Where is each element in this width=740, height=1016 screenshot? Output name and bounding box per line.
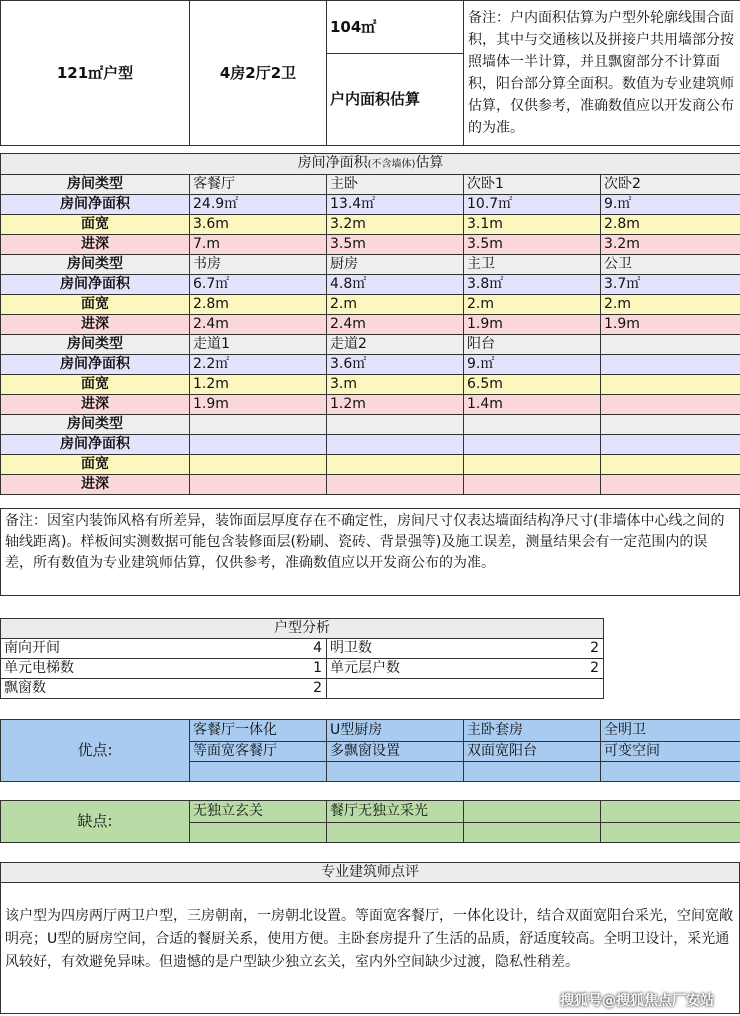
room-width-cell: 2.m <box>601 295 740 315</box>
room-width-cell: 6.5m <box>464 375 601 395</box>
room-depth-cell: 2.4m <box>190 315 327 335</box>
cons-item: 餐厅无独立采光 <box>327 801 464 823</box>
room-type-cell: 走道1 <box>190 335 327 355</box>
analysis-cell <box>1 679 327 699</box>
room-depth-cell: 3.5m <box>464 235 601 255</box>
review-table <box>0 862 740 883</box>
room-type-cell: 书房 <box>190 255 327 275</box>
table-row <box>1 295 740 315</box>
room-area-cell <box>464 435 601 455</box>
room-width-label: 面宽 <box>1 455 190 475</box>
pros-item: 主卧套房 <box>464 720 601 742</box>
header-table <box>0 0 740 146</box>
room-type-cell <box>601 335 740 355</box>
room-type-label: 房间类型 <box>1 175 190 195</box>
room-area-cell: 10.7㎡ <box>464 195 601 215</box>
table-row <box>1 355 740 375</box>
table-row <box>1 455 740 475</box>
unit-area: 121㎡户型 <box>1 1 190 146</box>
room-type-cell <box>601 415 740 435</box>
analysis-label: 明卫数 <box>330 640 372 656</box>
room-width-cell <box>601 375 740 395</box>
room-depth-cell <box>601 395 740 415</box>
pros-label: 优点: <box>1 720 190 782</box>
pros-item: 客餐厅一体化 <box>190 720 327 742</box>
room-width-cell <box>464 455 601 475</box>
room-depth-cell: 1.4m <box>464 395 601 415</box>
pros-item <box>601 762 740 782</box>
room-width-cell: 3.1m <box>464 215 601 235</box>
analysis-cell <box>327 659 604 679</box>
room-area-cell: 9.㎡ <box>464 355 601 375</box>
analysis-value: 4 <box>313 640 322 656</box>
room-width-label: 面宽 <box>1 295 190 315</box>
room-width-cell: 3.m <box>327 375 464 395</box>
room-area-cell: 9.㎡ <box>601 195 740 215</box>
analysis-value: 2 <box>313 680 322 696</box>
table-row <box>1 215 740 235</box>
room-type-label: 房间类型 <box>1 255 190 275</box>
analysis-cell <box>327 679 604 699</box>
room-type-cell: 阳台 <box>464 335 601 355</box>
room-width-label: 面宽 <box>1 215 190 235</box>
cons-label: 缺点: <box>1 801 190 843</box>
table-row <box>1 275 740 295</box>
cons-body <box>1 801 740 843</box>
table-row <box>1 679 604 699</box>
analysis-label: 飘窗数 <box>4 680 46 696</box>
cons-item <box>464 823 601 843</box>
pros-item: 双面宽阳台 <box>464 742 601 762</box>
table-row <box>1 335 740 355</box>
room-depth-cell: 1.9m <box>601 315 740 335</box>
cons-item <box>601 823 740 843</box>
cons-item <box>327 823 464 843</box>
room-area-table <box>0 153 740 495</box>
room-type-cell: 主卫 <box>464 255 601 275</box>
room-width-cell: 3.2m <box>327 215 464 235</box>
room-width-cell: 2.8m <box>190 295 327 315</box>
room-area-cell <box>601 435 740 455</box>
room-type-cell: 次卧2 <box>601 175 740 195</box>
cons-table <box>0 800 740 843</box>
table-row <box>1 475 740 495</box>
pros-table <box>0 719 740 782</box>
room-width-cell: 3.6m <box>190 215 327 235</box>
room-depth-cell: 7.m <box>190 235 327 255</box>
room-note: 备注：因室内装饰风格有所差异，装饰面层厚度存在不确定性，房间尺寸仅表达墙面结构净尺寸(非墙体中心线之间的轴线距离)。样板间实测数据可能包含装修面层(粉刷、瓷砖、背景强等)及施工误差，测量结果会有一定范围内的误差，所有数值为专业建筑师估算，仅供参考，准确数值应以开发商公布的为准。 <box>0 508 740 596</box>
analysis-label: 单元电梯数 <box>4 660 74 676</box>
room-area-cell <box>601 355 740 375</box>
pros-item: 多飘窗设置 <box>327 742 464 762</box>
analysis-value: 1 <box>313 660 322 676</box>
analysis-cell <box>327 639 604 659</box>
room-title-tail: 估算 <box>415 155 444 171</box>
room-type-cell: 走道2 <box>327 335 464 355</box>
room-depth-cell <box>601 475 740 495</box>
room-title-small: (不含墙体) <box>367 159 416 170</box>
unit-layout: 4房2厅2卫 <box>190 1 327 146</box>
watermark: 搜狐号@搜狐焦点厂安站 <box>560 993 714 1009</box>
room-depth-cell: 3.5m <box>327 235 464 255</box>
pros-item: 全明卫 <box>601 720 740 742</box>
table-row <box>1 720 740 742</box>
room-width-cell: 2.m <box>327 295 464 315</box>
pros-body <box>1 720 740 782</box>
pros-item <box>190 762 327 782</box>
cons-item <box>601 801 740 823</box>
review-title: 专业建筑师点评 <box>1 863 740 883</box>
table-row <box>1 435 740 455</box>
header-note: 备注：户内面积估算为户型外轮廓线围合面积，其中与交通核以及拼接户共用墙部分按照墙体一半计算，并且飘窗部分不计算面积，阳台部分算全面积。数值为专业建筑师估算，仅供参考，准确数值应以开发商公布的为准。 <box>464 1 740 146</box>
room-depth-cell <box>327 475 464 495</box>
room-width-label: 面宽 <box>1 375 190 395</box>
table-row <box>1 195 740 215</box>
pros-item <box>327 762 464 782</box>
table-row <box>1 395 740 415</box>
inner-area-value: 104㎡ <box>327 1 464 54</box>
room-area-label: 房间净面积 <box>1 355 190 375</box>
table-row <box>1 375 740 395</box>
room-type-cell <box>190 415 327 435</box>
cons-item <box>190 823 327 843</box>
cons-item: 无独立玄关 <box>190 801 327 823</box>
analysis-cell <box>1 659 327 679</box>
room-area-cell <box>327 435 464 455</box>
analysis-body <box>1 639 604 699</box>
room-depth-label: 进深 <box>1 235 190 255</box>
room-type-cell: 公卫 <box>601 255 740 275</box>
room-area-cell: 3.6㎡ <box>327 355 464 375</box>
room-type-cell <box>464 415 601 435</box>
room-depth-label: 进深 <box>1 475 190 495</box>
room-area-label: 房间净面积 <box>1 195 190 215</box>
room-area-cell: 24.9㎡ <box>190 195 327 215</box>
room-depth-cell: 1.9m <box>464 315 601 335</box>
room-table-body <box>1 175 740 495</box>
room-area-cell: 13.4㎡ <box>327 195 464 215</box>
room-width-cell <box>601 455 740 475</box>
room-type-label: 房间类型 <box>1 335 190 355</box>
room-area-label: 房间净面积 <box>1 275 190 295</box>
room-area-cell: 3.7㎡ <box>601 275 740 295</box>
room-area-cell: 3.8㎡ <box>464 275 601 295</box>
room-depth-cell: 2.4m <box>327 315 464 335</box>
table-row <box>1 639 604 659</box>
analysis-title: 户型分析 <box>1 619 604 639</box>
room-width-cell: 1.2m <box>190 375 327 395</box>
room-table-title <box>1 154 740 175</box>
room-depth-cell <box>464 475 601 495</box>
room-depth-cell <box>190 475 327 495</box>
room-type-cell: 厨房 <box>327 255 464 275</box>
room-depth-cell: 1.2m <box>327 395 464 415</box>
room-width-cell: 2.m <box>464 295 601 315</box>
pros-item: U型厨房 <box>327 720 464 742</box>
room-type-cell: 客餐厅 <box>190 175 327 195</box>
room-width-cell <box>190 455 327 475</box>
room-area-label: 房间净面积 <box>1 435 190 455</box>
table-row <box>1 175 740 195</box>
pros-item: 等面宽客餐厅 <box>190 742 327 762</box>
room-depth-label: 进深 <box>1 395 190 415</box>
cons-item <box>464 801 601 823</box>
room-area-cell: 6.7㎡ <box>190 275 327 295</box>
room-type-cell: 主卧 <box>327 175 464 195</box>
table-row <box>1 235 740 255</box>
pros-item <box>464 762 601 782</box>
table-row <box>1 801 740 823</box>
analysis-label: 单元层户数 <box>330 660 400 676</box>
room-area-cell <box>190 435 327 455</box>
pros-item: 可变空间 <box>601 742 740 762</box>
analysis-value: 2 <box>590 660 599 676</box>
table-row <box>1 255 740 275</box>
room-area-cell: 4.8㎡ <box>327 275 464 295</box>
room-width-cell <box>327 455 464 475</box>
room-depth-cell: 3.2m <box>601 235 740 255</box>
table-row <box>1 415 740 435</box>
analysis-cell <box>1 639 327 659</box>
room-type-label: 房间类型 <box>1 415 190 435</box>
inner-area-label: 户内面积估算 <box>327 54 464 146</box>
analysis-label: 南向开间 <box>4 640 60 656</box>
room-area-cell: 2.2㎡ <box>190 355 327 375</box>
room-width-cell: 2.8m <box>601 215 740 235</box>
table-row <box>1 659 604 679</box>
room-depth-label: 进深 <box>1 315 190 335</box>
table-row <box>1 315 740 335</box>
room-type-cell <box>327 415 464 435</box>
review-text: 该户型为四房两厅两卫户型，三房朝南，一房朝北设置。等面宽客餐厅，一体化设计，结合双面宽阳台采光，空间宽敞明亮；U型的厨房空间，合适的餐厨关系，使用方便。主卧套房提升了生活的品质，舒适度较高。全明卫设计，采光通风较好，有效避免异味。但遗憾的是户型缺少独立玄关，室内外空间缺少过渡，隐私性稍差。 <box>0 882 740 1014</box>
analysis-value: 2 <box>590 640 599 656</box>
room-type-cell: 次卧1 <box>464 175 601 195</box>
room-depth-cell: 1.9m <box>190 395 327 415</box>
room-title-main: 房间净面积 <box>297 155 368 171</box>
analysis-table <box>0 618 604 699</box>
